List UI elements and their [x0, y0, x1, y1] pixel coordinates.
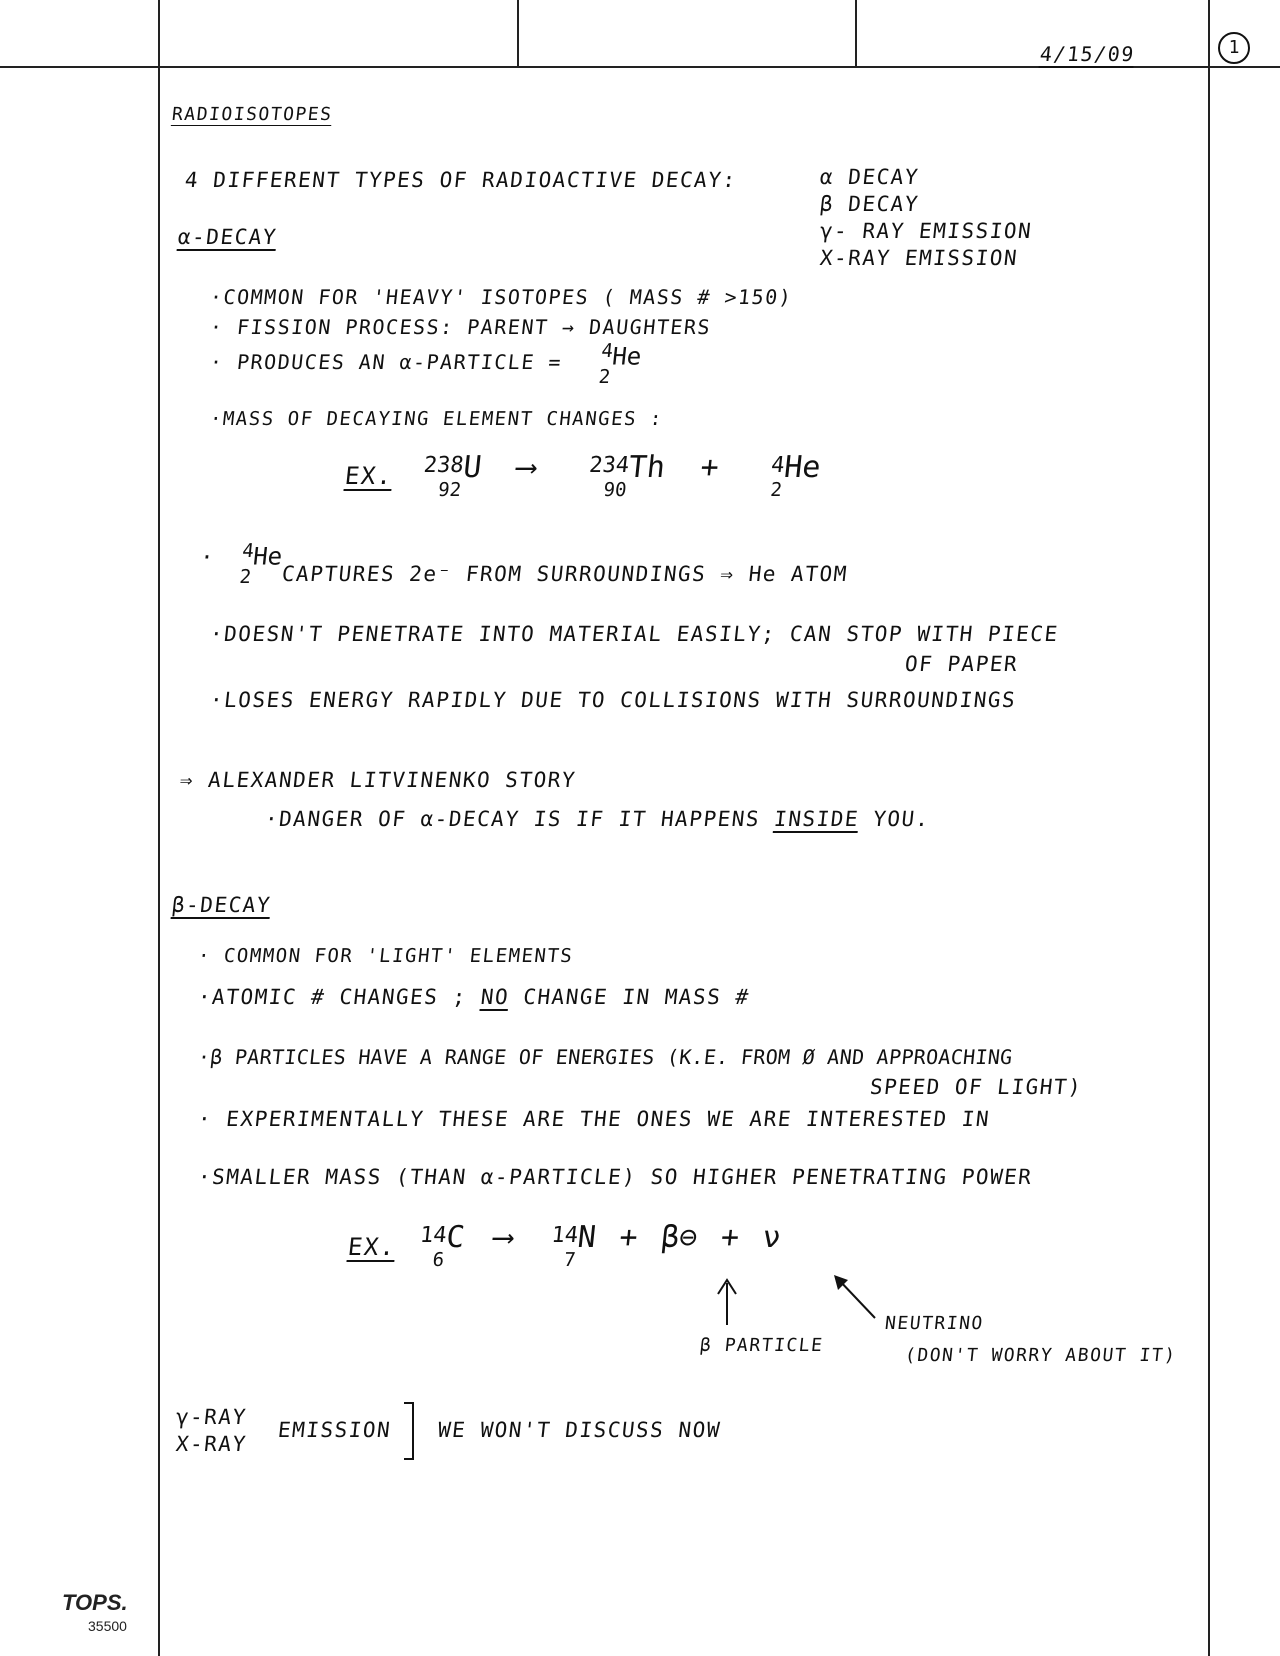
alpha-equation — [403, 450, 823, 501]
thorium-symbol: Th — [626, 450, 667, 485]
xray-label: X-RAY — [174, 1432, 248, 1456]
wont-discuss-note: WE WON'T DISCUSS NOW — [436, 1418, 723, 1442]
he-capture-nuclide — [221, 540, 255, 588]
alpha-bullet-fission: · FISSION PROCESS: PARENT → DAUGHTERS — [208, 315, 713, 339]
neutrino-note: (DON'T WORRY ABOUT IT) — [903, 1345, 1178, 1366]
beta-bullet-smaller: ·SMALLER MASS (THAN α-PARTICLE) SO HIGHER PENETRATING POWER — [196, 1165, 1034, 1189]
beta-example-label: EX. — [346, 1233, 398, 1261]
alpha-bullet-produces: · PRODUCES AN α-PARTICLE = — [208, 350, 564, 374]
beta-bullet-energies: ·β PARTICLES HAVE A RANGE OF ENERGIES (K.E. FROM Ø AND APPROACHING — [196, 1045, 1014, 1069]
beta-particle-label: β PARTICLE — [698, 1335, 825, 1356]
decay-type-gamma: γ- RAY EMISSION — [818, 219, 1034, 243]
beta-bullet-atomic — [197, 985, 751, 1009]
alpha-bullet-penetrate: ·DOESN'T PENETRATE INTO MATERIAL EASILY; CAN STOP WITH PIECE — [208, 622, 1060, 646]
beta-atomic-mass: CHANGE IN MASS # — [522, 985, 751, 1009]
nitrogen-symbol: N — [575, 1220, 598, 1255]
emission-label: EMISSION — [276, 1418, 393, 1442]
carbon-nuclide — [408, 1222, 448, 1271]
right-margin-line — [1208, 0, 1210, 1656]
beta-particle-symbol: β⊖ — [659, 1220, 700, 1255]
neutrino-label: NEUTRINO — [883, 1313, 985, 1334]
nitrogen-nuclide — [539, 1222, 580, 1271]
decay-type-beta: β DECAY — [818, 192, 921, 216]
carbon-a: 14 — [418, 1222, 448, 1248]
he-capture-a: 4 — [241, 540, 255, 562]
decay-type-xray: X-RAY EMISSION — [818, 246, 1020, 270]
he-capture-z: 2 — [238, 566, 253, 588]
alpha-arrow: ⟶ — [515, 450, 537, 485]
alpha-particle-nuclide — [566, 340, 615, 388]
helium-a: 4 — [769, 452, 786, 478]
alpha-bullet-mass: ·MASS OF DECAYING ELEMENT CHANGES : — [208, 408, 665, 430]
neutrino-symbol: ν — [760, 1220, 783, 1255]
uranium-a: 238 — [422, 452, 465, 478]
he-capture-symbol: · 4 2 He — [198, 540, 284, 588]
beta-bullet-experimental: · EXPERIMENTALLY THESE ARE THE ONES WE ARE INTERESTED IN — [196, 1107, 992, 1131]
top-margin-line — [0, 66, 1280, 68]
alpha-bullet-captures: CAPTURES 2e⁻ FROM SURROUNDINGS ⇒ He ATOM — [280, 562, 849, 586]
decay-type-alpha: α DECAY — [818, 165, 921, 189]
tops-logo-text: TOPS. — [62, 1590, 128, 1615]
danger-line — [264, 807, 931, 831]
alpha-bullet-loses: ·LOSES ENERGY RAPIDLY DUE TO COLLISIONS WITH SURROUNDINGS — [208, 688, 1018, 712]
danger-you: YOU. — [871, 807, 932, 831]
alpha-particle-a: 4 — [600, 340, 615, 362]
nitrogen-z: 7 — [562, 1248, 577, 1271]
uranium-nuclide — [403, 452, 465, 501]
carbon-symbol: C — [444, 1220, 467, 1255]
alpha-particle-z: 2 — [597, 366, 612, 388]
beta-plus-2: + — [719, 1220, 741, 1255]
thorium-nuclide — [568, 452, 631, 501]
alpha-bullet-paper: OF PAPER — [903, 652, 1020, 676]
beta-arrow: ⟶ — [492, 1220, 514, 1255]
beta-bullet-speed: SPEED OF LIGHT) — [868, 1075, 1084, 1099]
beta-plus-1: + — [617, 1220, 640, 1255]
alpha-heading: α-DECAY — [176, 225, 279, 249]
alpha-plus: + — [698, 450, 721, 485]
helium-symbol: He — [782, 450, 823, 485]
left-margin-line — [158, 0, 160, 1656]
beta-heading: β-DECAY — [170, 893, 273, 917]
emission-bracket — [404, 1402, 414, 1460]
uranium-symbol: U — [461, 450, 484, 485]
neutrino-arrow-head — [834, 1275, 848, 1290]
page-number — [1218, 32, 1250, 64]
header-divider-1 — [517, 0, 519, 66]
he-capture-he: He — [251, 542, 284, 571]
alpha-example-label: EX. — [343, 462, 395, 490]
tops-logo — [62, 1590, 128, 1616]
beta-particle-arrow-head — [718, 1280, 736, 1294]
alpha-bullet-heavy: ·COMMON FOR 'HEAVY' ISOTOPES ( MASS # >150) — [208, 285, 794, 309]
header-divider-2 — [855, 0, 857, 66]
danger-text: ·DANGER OF α-DECAY IS IF IT HAPPENS — [263, 807, 762, 831]
intro-line: 4 DIFFERENT TYPES OF RADIOACTIVE DECAY: — [183, 168, 738, 192]
beta-equation — [408, 1220, 783, 1271]
alpha-particle-he: He — [610, 342, 643, 371]
thorium-z: 90 — [602, 478, 628, 501]
helium-nuclide — [752, 452, 786, 501]
beta-bullet-light: · COMMON FOR 'LIGHT' ELEMENTS — [196, 945, 575, 967]
nitrogen-a: 14 — [550, 1222, 580, 1248]
page-title: RADIOISOTOPES — [170, 104, 334, 125]
gamma-ray-label: γ-RAY — [174, 1405, 248, 1429]
danger-inside: INSIDE — [772, 807, 861, 831]
thorium-a: 234 — [587, 452, 631, 478]
neutrino-arrow-shaft — [838, 1279, 875, 1318]
product-code: 35500 — [88, 1618, 127, 1634]
carbon-z: 6 — [431, 1248, 446, 1271]
header-date: 4/15/09 — [1038, 42, 1137, 66]
alpha-particle-symbol — [566, 340, 643, 388]
beta-atomic-text: ·ATOMIC # CHANGES ; — [196, 985, 468, 1009]
uranium-z: 92 — [437, 478, 463, 501]
beta-atomic-no: NO — [479, 985, 511, 1009]
litvinenko-story: ⇒ ALEXANDER LITVINENKO STORY — [178, 768, 578, 792]
helium-z: 2 — [769, 478, 784, 501]
page-number-text: 1 — [1228, 37, 1240, 58]
